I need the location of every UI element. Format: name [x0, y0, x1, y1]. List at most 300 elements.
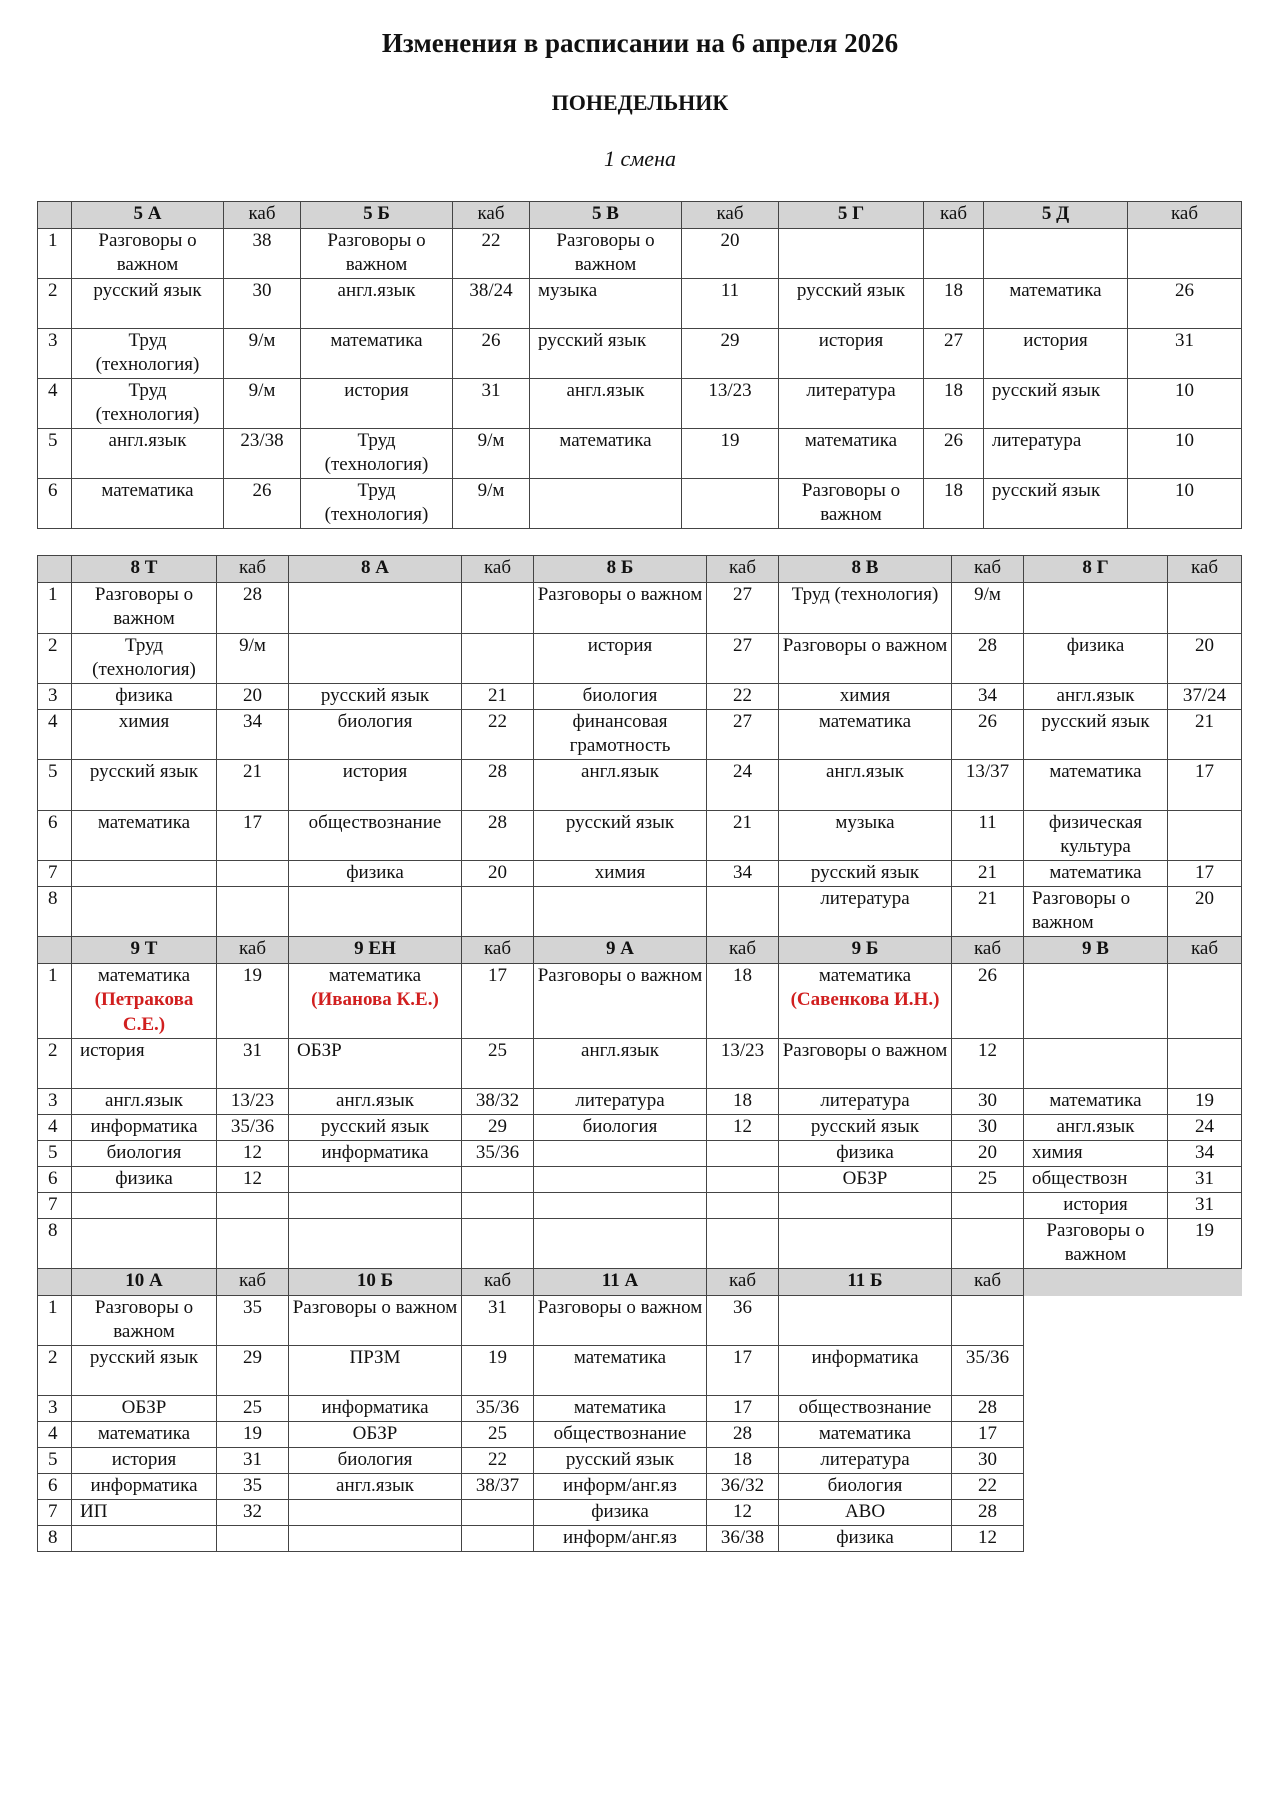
class-header: каб	[462, 1269, 534, 1296]
table-row	[38, 1115, 1242, 1141]
room-cell: 34	[952, 684, 1024, 710]
class-header: 8 Б	[534, 556, 707, 583]
empty-cell	[1168, 1500, 1242, 1526]
subject-cell: информ/анг.яз	[534, 1526, 707, 1552]
lesson-number: 8	[38, 887, 72, 937]
subject-cell: информатика	[779, 1346, 952, 1396]
room-cell: 21	[952, 887, 1024, 937]
subject-cell: англ.язык	[289, 1474, 462, 1500]
subject-cell	[779, 1296, 952, 1346]
room-cell: 19	[682, 429, 779, 479]
subject-cell: Разговоры о важном	[301, 229, 453, 279]
room-cell	[462, 1193, 534, 1219]
subject-cell: литература	[984, 429, 1128, 479]
room-cell: 17	[952, 1422, 1024, 1448]
lesson-number: 5	[38, 1448, 72, 1474]
room-cell	[462, 1500, 534, 1526]
subject-cell: биология	[779, 1474, 952, 1500]
empty-cell	[1024, 1396, 1168, 1422]
table-row	[38, 1422, 1242, 1448]
lesson-number: 3	[38, 684, 72, 710]
room-cell	[462, 1219, 534, 1269]
subject-cell: ОБЗР	[289, 1039, 462, 1089]
subject-cell: Разговоры о важном	[72, 1296, 217, 1346]
class-header: 5 В	[530, 202, 682, 229]
subject-cell: история	[534, 634, 707, 684]
class-header: 9 В	[1024, 937, 1168, 964]
class-header: каб	[462, 556, 534, 583]
empty-cell	[1024, 1422, 1168, 1448]
room-cell: 19	[462, 1346, 534, 1396]
empty-cell	[1024, 1474, 1168, 1500]
subject-cell: математика	[534, 1396, 707, 1422]
room-cell: 11	[952, 811, 1024, 861]
header-corner	[38, 556, 72, 583]
subject-cell: литература	[779, 887, 952, 937]
subject-cell: англ.язык	[534, 1039, 707, 1089]
room-cell: 26	[952, 710, 1024, 760]
class-header: каб	[217, 937, 289, 964]
table-row	[38, 1346, 1242, 1396]
room-cell: 27	[707, 634, 779, 684]
empty-cell	[1024, 1269, 1168, 1296]
room-cell: 19	[1168, 1219, 1242, 1269]
subject-cell	[289, 1193, 462, 1219]
room-cell: 35	[217, 1474, 289, 1500]
grade-5-header-row	[38, 202, 1242, 229]
room-cell: 38/32	[462, 1089, 534, 1115]
room-cell: 18	[924, 279, 984, 329]
lesson-number: 8	[38, 1526, 72, 1552]
subject-cell	[289, 964, 462, 1039]
room-cell: 12	[707, 1500, 779, 1526]
room-cell: 21	[462, 684, 534, 710]
table-row	[38, 1448, 1242, 1474]
room-cell: 18	[924, 379, 984, 429]
subject-cell: англ.язык	[72, 429, 224, 479]
class-header: 5 А	[72, 202, 224, 229]
room-cell	[1168, 583, 1242, 634]
subject-cell: литература	[534, 1089, 707, 1115]
empty-cell	[1168, 1448, 1242, 1474]
room-cell: 17	[1168, 861, 1242, 887]
subject-cell: физика	[779, 1526, 952, 1552]
subject-cell	[534, 964, 707, 1039]
subject-cell: Разговоры о важном	[779, 1039, 952, 1089]
table-row	[38, 684, 1242, 710]
room-cell	[707, 1193, 779, 1219]
subject-cell: англ.язык	[779, 760, 952, 811]
room-cell: 26	[224, 479, 301, 529]
table-row	[38, 479, 1242, 529]
subject-cell	[779, 1219, 952, 1269]
subject-cell: физика	[289, 861, 462, 887]
room-cell	[217, 861, 289, 887]
room-cell: 25	[462, 1422, 534, 1448]
room-cell	[924, 229, 984, 279]
empty-cell	[1168, 1422, 1242, 1448]
subject-cell: русский язык	[984, 479, 1128, 529]
room-cell: 11	[682, 279, 779, 329]
subject-cell: англ.язык	[1024, 1115, 1168, 1141]
subject-cell	[72, 1526, 217, 1552]
lesson-number: 1	[38, 583, 72, 634]
room-cell	[1128, 229, 1242, 279]
subject-cell	[72, 887, 217, 937]
room-cell: 38/37	[462, 1474, 534, 1500]
table-row	[38, 710, 1242, 760]
room-cell: 20	[1168, 887, 1242, 937]
room-cell: 21	[707, 811, 779, 861]
table-row	[38, 329, 1242, 379]
subject-cell: русский язык	[289, 1115, 462, 1141]
subject-cell	[779, 1193, 952, 1219]
class-header: 11 Б	[779, 1269, 952, 1296]
subject-cell: музыка	[779, 811, 952, 861]
subject-cell	[289, 634, 462, 684]
subject-cell: англ.язык	[301, 279, 453, 329]
room-cell: 9/м	[224, 379, 301, 429]
room-cell: 12	[952, 1039, 1024, 1089]
room-cell: 10	[1128, 479, 1242, 529]
subject-cell: англ.язык	[1024, 684, 1168, 710]
table-row	[38, 583, 1242, 634]
class-header: 5 Д	[984, 202, 1128, 229]
table-row	[38, 279, 1242, 329]
subject-cell: химия	[72, 710, 217, 760]
subject-cell: история	[289, 760, 462, 811]
subject-cell: Разговоры о важном	[779, 479, 924, 529]
empty-cell	[1168, 1526, 1242, 1552]
subject-cell: Разговоры о важном	[1024, 1219, 1168, 1269]
subject-cell: история	[301, 379, 453, 429]
room-cell: 38	[224, 229, 301, 279]
teacher-name: (Петракова С.Е.)	[94, 989, 194, 1035]
empty-cell	[1024, 1500, 1168, 1526]
room-cell: 13/23	[217, 1089, 289, 1115]
room-cell: 38/24	[453, 279, 530, 329]
header-corner	[38, 202, 72, 229]
subject-cell: обществознание	[779, 1396, 952, 1422]
table-row	[38, 634, 1242, 684]
subject-cell: АВО	[779, 1500, 952, 1526]
table-row	[38, 887, 1242, 937]
room-cell: 19	[217, 964, 289, 1039]
lesson-number: 5	[38, 1141, 72, 1167]
subject-cell: информатика	[289, 1396, 462, 1422]
subject-cell: математика	[534, 1346, 707, 1396]
subject-cell	[534, 1167, 707, 1193]
subject-cell: русский язык	[984, 379, 1128, 429]
schedule-table-grades-8-11	[37, 555, 1242, 1552]
empty-cell	[1168, 1396, 1242, 1422]
lesson-number: 2	[38, 1346, 72, 1396]
room-cell	[217, 1526, 289, 1552]
subject-cell: информатика	[72, 1474, 217, 1500]
room-cell	[462, 583, 534, 634]
lesson-number: 1	[38, 1296, 72, 1346]
subject-label: математика	[818, 965, 912, 986]
subject-cell: Разговоры о важном	[779, 634, 952, 684]
subject-cell: информатика	[289, 1141, 462, 1167]
class-header: каб	[952, 937, 1024, 964]
shift-heading: 1 смена	[604, 146, 676, 171]
room-cell: 17	[707, 1396, 779, 1422]
room-cell: 17	[707, 1346, 779, 1396]
room-cell: 20	[217, 684, 289, 710]
table-row	[38, 429, 1242, 479]
lesson-number: 7	[38, 1193, 72, 1219]
page-title: Изменения в расписании на 6 апреля 2026	[381, 28, 899, 58]
subject-cell: ОБЗР	[289, 1422, 462, 1448]
subject-cell: информатика	[72, 1115, 217, 1141]
room-cell: 29	[217, 1346, 289, 1396]
subject-cell: математика	[779, 429, 924, 479]
subject-cell: обществозн	[1024, 1167, 1168, 1193]
room-cell: 22	[707, 684, 779, 710]
lesson-number: 4	[38, 710, 72, 760]
room-cell: 36/38	[707, 1526, 779, 1552]
subject-cell: русский язык	[530, 329, 682, 379]
subject-cell	[289, 1526, 462, 1552]
subject-cell: русский язык	[72, 279, 224, 329]
class-header: 9 Б	[779, 937, 952, 964]
subject-cell: математика	[530, 429, 682, 479]
room-cell: 31	[217, 1448, 289, 1474]
room-cell: 28	[952, 634, 1024, 684]
subject-cell: Труд (технология)	[301, 429, 453, 479]
class-header: 9 ЕН	[289, 937, 462, 964]
subject-cell: ИП	[72, 1500, 217, 1526]
subject-cell: химия	[779, 684, 952, 710]
empty-cell	[1168, 1296, 1242, 1346]
subject-cell	[1024, 964, 1168, 1039]
room-cell: 28	[462, 760, 534, 811]
room-cell: 13/23	[707, 1039, 779, 1089]
lesson-number: 4	[38, 1422, 72, 1448]
subject-cell: история	[779, 329, 924, 379]
table-row	[38, 861, 1242, 887]
room-cell: 22	[462, 1448, 534, 1474]
room-cell: 27	[924, 329, 984, 379]
room-cell: 24	[707, 760, 779, 811]
subject-cell: обществознание	[289, 811, 462, 861]
room-cell: 9/м	[453, 479, 530, 529]
subject-cell: физика	[779, 1141, 952, 1167]
room-cell: 20	[952, 1141, 1024, 1167]
room-cell	[462, 634, 534, 684]
subject-cell: русский язык	[779, 279, 924, 329]
room-cell: 12	[707, 1115, 779, 1141]
subject-cell	[289, 583, 462, 634]
lesson-number: 6	[38, 1474, 72, 1500]
room-cell	[217, 887, 289, 937]
day-heading: ПОНЕДЕЛЬНИК	[551, 90, 729, 115]
room-cell: 9/м	[224, 329, 301, 379]
class-header: каб	[462, 937, 534, 964]
lesson-number: 4	[38, 1115, 72, 1141]
room-cell: 30	[952, 1089, 1024, 1115]
subject-cell: Труд (технология)	[72, 634, 217, 684]
subject-cell: Труд (технология)	[779, 583, 952, 634]
table-row	[38, 379, 1242, 429]
subject-cell	[72, 964, 217, 1039]
subject-cell: ОБЗР	[779, 1167, 952, 1193]
table-row	[38, 1167, 1242, 1193]
room-cell: 36	[707, 1296, 779, 1346]
teacher-name: (Иванова К.Е.)	[311, 989, 439, 1011]
room-cell: 22	[462, 710, 534, 760]
table-row	[38, 1039, 1242, 1089]
subject-cell: история	[984, 329, 1128, 379]
subject-label: математика	[97, 965, 191, 986]
subject-cell	[530, 479, 682, 529]
subject-cell: Разговоры о важном	[534, 1296, 707, 1346]
room-cell	[952, 1193, 1024, 1219]
room-cell	[707, 1219, 779, 1269]
subject-cell: ПРЗМ	[289, 1346, 462, 1396]
subject-cell: биология	[289, 1448, 462, 1474]
room-cell: 25	[462, 1039, 534, 1089]
lesson-number: 1	[38, 964, 72, 1039]
room-cell: 35	[217, 1296, 289, 1346]
room-cell: 28	[952, 1500, 1024, 1526]
class-header: каб	[1168, 937, 1242, 964]
subject-cell	[72, 1193, 217, 1219]
lesson-number: 6	[38, 1167, 72, 1193]
room-cell: 19	[1168, 1089, 1242, 1115]
lesson-number: 1	[38, 229, 72, 279]
class-header: 10 А	[72, 1269, 217, 1296]
subject-cell: Разговоры о важном	[530, 229, 682, 279]
subject-cell: русский язык	[534, 1448, 707, 1474]
subject-cell: Разговоры о важном	[289, 1296, 462, 1346]
room-cell	[952, 1219, 1024, 1269]
grade-8-header-row	[38, 556, 1242, 583]
subject-cell: математика	[779, 1422, 952, 1448]
subject-cell: история	[1024, 1193, 1168, 1219]
subject-cell: ОБЗР	[72, 1396, 217, 1422]
class-header: 9 А	[534, 937, 707, 964]
room-cell	[707, 887, 779, 937]
room-cell	[1168, 811, 1242, 861]
room-cell: 27	[707, 583, 779, 634]
class-header: 8 Г	[1024, 556, 1168, 583]
class-header: каб	[952, 1269, 1024, 1296]
subject-cell	[779, 964, 952, 1039]
room-cell	[1168, 1039, 1242, 1089]
subject-cell: англ.язык	[289, 1089, 462, 1115]
room-cell: 30	[224, 279, 301, 329]
subject-cell	[984, 229, 1128, 279]
header-corner	[38, 937, 72, 964]
class-header: каб	[707, 1269, 779, 1296]
empty-cell	[1168, 1346, 1242, 1396]
class-header: 8 Т	[72, 556, 217, 583]
subject-cell: биология	[72, 1141, 217, 1167]
room-cell	[1168, 964, 1242, 1039]
subject-cell: биология	[534, 1115, 707, 1141]
subject-cell: литература	[779, 1448, 952, 1474]
room-cell: 25	[952, 1167, 1024, 1193]
table-row	[38, 1396, 1242, 1422]
room-cell: 13/23	[682, 379, 779, 429]
lesson-number: 7	[38, 861, 72, 887]
room-cell: 30	[952, 1448, 1024, 1474]
subject-cell: литература	[779, 379, 924, 429]
subject-cell: физика	[1024, 634, 1168, 684]
room-cell: 28	[707, 1422, 779, 1448]
class-header: 11 А	[534, 1269, 707, 1296]
class-header: каб	[707, 556, 779, 583]
room-cell	[952, 1296, 1024, 1346]
table-row	[38, 760, 1242, 811]
room-cell: 32	[217, 1500, 289, 1526]
lesson-number: 2	[38, 634, 72, 684]
class-header: 5 Б	[301, 202, 453, 229]
lesson-number: 6	[38, 811, 72, 861]
subject-cell: Труд (технология)	[72, 379, 224, 429]
grade-9-header-row	[38, 937, 1242, 964]
room-cell: 27	[707, 710, 779, 760]
room-cell: 34	[707, 861, 779, 887]
lesson-number: 3	[38, 329, 72, 379]
subject-cell: русский язык	[534, 811, 707, 861]
subject-cell	[289, 887, 462, 937]
subject-cell: русский язык	[779, 861, 952, 887]
subject-label: математика	[328, 965, 422, 986]
room-cell: 18	[924, 479, 984, 529]
class-header: каб	[453, 202, 530, 229]
table-row	[38, 1141, 1242, 1167]
room-cell: 31	[1168, 1167, 1242, 1193]
room-cell: 37/24	[1168, 684, 1242, 710]
class-header: каб	[224, 202, 301, 229]
subject-cell: русский язык	[1024, 710, 1168, 760]
subject-cell: химия	[1024, 1141, 1168, 1167]
subject-cell: история	[72, 1039, 217, 1089]
subject-cell: математика	[72, 1422, 217, 1448]
subject-cell: математика	[1024, 1089, 1168, 1115]
room-cell	[682, 479, 779, 529]
class-header: каб	[217, 556, 289, 583]
subject-cell	[534, 1219, 707, 1269]
empty-cell	[1024, 1448, 1168, 1474]
class-header: каб	[924, 202, 984, 229]
subject-cell: физическая культура	[1024, 811, 1168, 861]
room-cell: 28	[952, 1396, 1024, 1422]
subject-cell: математика	[72, 811, 217, 861]
room-cell: 13/37	[952, 760, 1024, 811]
room-cell	[217, 1193, 289, 1219]
room-cell: 25	[217, 1396, 289, 1422]
subject-cell	[72, 861, 217, 887]
table-row	[38, 1500, 1242, 1526]
subject-cell	[289, 1167, 462, 1193]
room-cell: 12	[217, 1141, 289, 1167]
subject-cell: англ.язык	[72, 1089, 217, 1115]
room-cell: 9/м	[453, 429, 530, 479]
room-cell: 28	[217, 583, 289, 634]
room-cell: 31	[1168, 1193, 1242, 1219]
subject-cell: химия	[534, 861, 707, 887]
subject-cell: информ/анг.яз	[534, 1474, 707, 1500]
subject-cell: математика	[72, 479, 224, 529]
subject-cell: русский язык	[72, 760, 217, 811]
room-cell: 26	[952, 964, 1024, 1039]
subject-cell: финансовая грамотность	[534, 710, 707, 760]
table-row	[38, 1193, 1242, 1219]
